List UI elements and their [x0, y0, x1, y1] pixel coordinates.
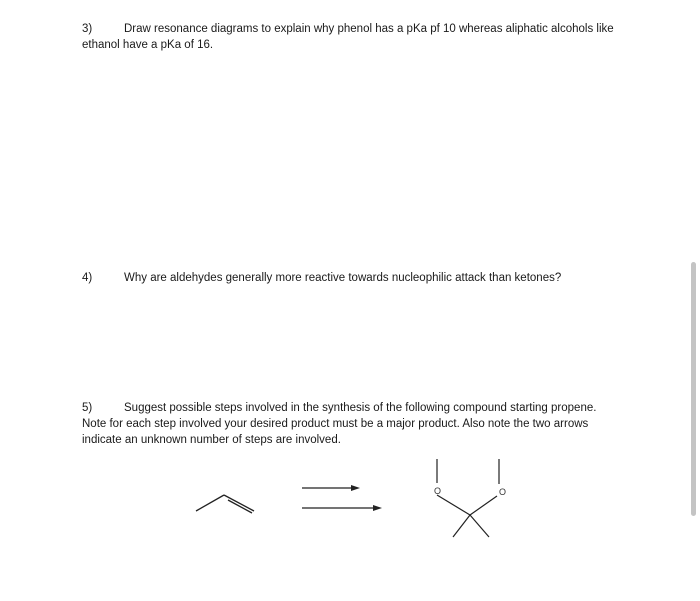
oxygen-label-left: O: [434, 486, 442, 496]
question-number: 4): [82, 272, 93, 284]
question-text-line: Draw resonance diagrams to explain why phenol has a pKa pf 10 whereas aliphatic alcohols like: [124, 23, 614, 35]
reaction-arrow-top: [302, 485, 360, 491]
propene-structure: [196, 495, 254, 513]
question-text-line: ethanol have a pKa of 16.: [82, 39, 214, 51]
oxygen-label-right: O: [499, 487, 507, 497]
question-number: 3): [82, 23, 93, 35]
vertical-scrollbar[interactable]: [691, 262, 696, 516]
product-structure: [437, 459, 499, 537]
question-number: 5): [82, 402, 93, 414]
question-text-line: Why are aldehydes generally more reactive towards nucleophilic attack than ketones?: [124, 272, 562, 284]
reaction-arrow-bottom: [302, 505, 382, 511]
question-text-line: indicate an unknown number of steps are involved.: [82, 434, 341, 446]
question-text-line: Suggest possible steps involved in the synthesis of the following compound starting propene.: [124, 402, 597, 414]
question-text-line: Note for each step involved your desired product must be a major product. Also note the two arrows: [82, 418, 589, 430]
